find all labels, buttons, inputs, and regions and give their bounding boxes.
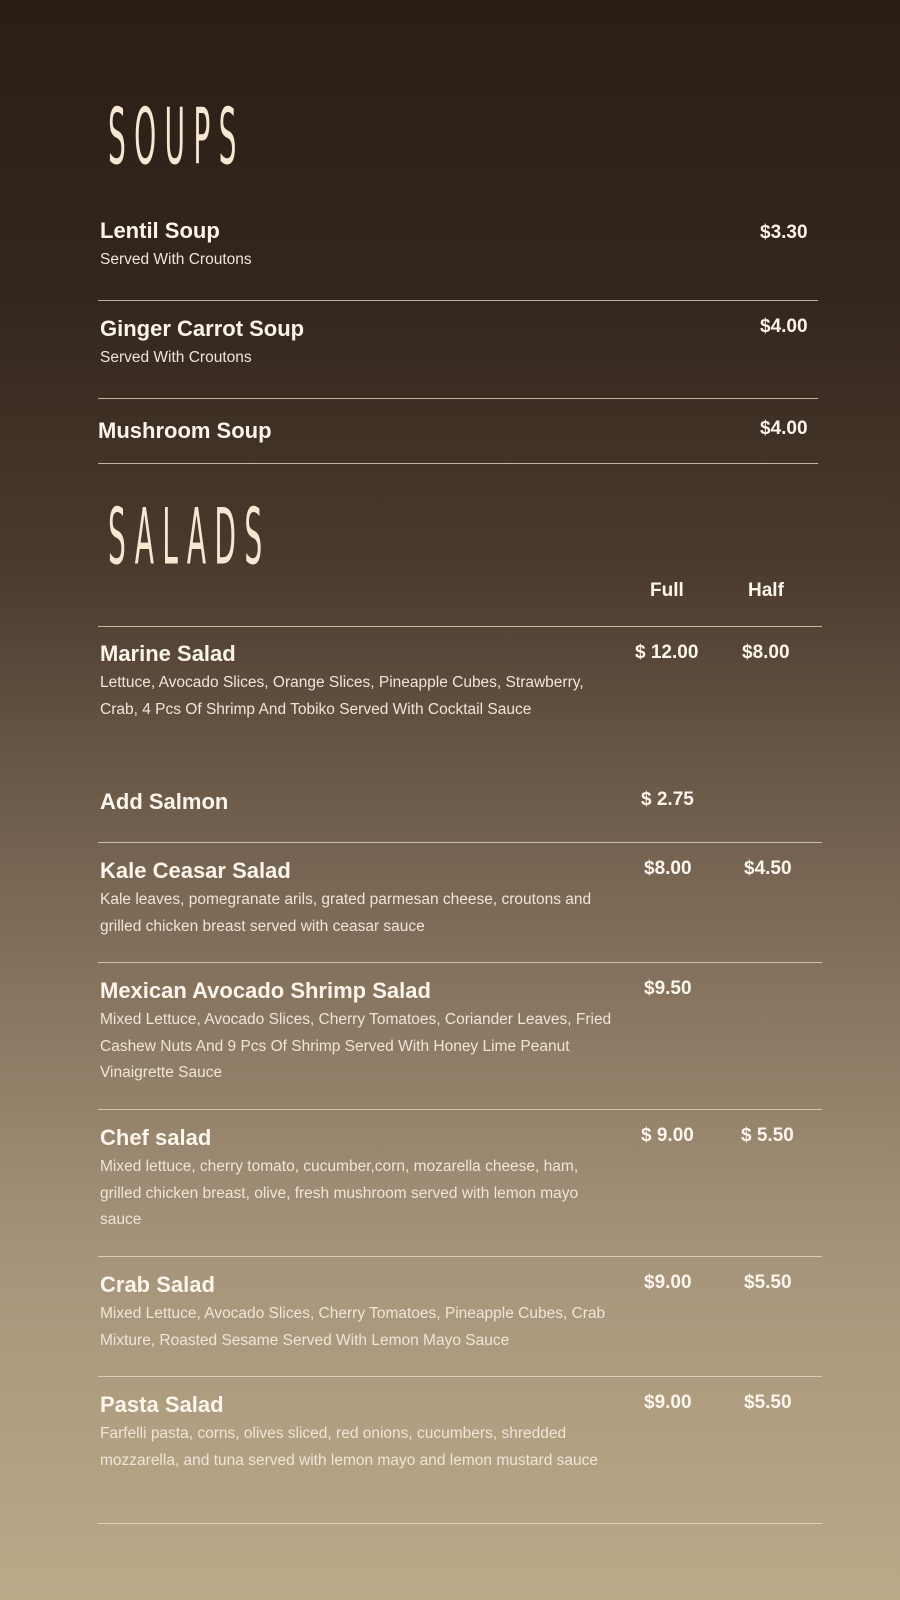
divider (98, 1256, 822, 1257)
menu-item-lentil-soup (100, 218, 620, 274)
menu-item-kale-ceasar-salad (100, 858, 620, 940)
item-description: Kale leaves, pomegranate arils, grated parmesan cheese, croutons and grilled chicken breast served with ceasar sauce (100, 891, 592, 935)
soups-title: SOUPS (108, 92, 245, 183)
menu-item-pasta-salad (100, 1392, 620, 1474)
divider (98, 398, 818, 399)
column-header-half: Half (748, 580, 784, 601)
item-name: Pasta Salad (100, 1392, 224, 1417)
item-name: Crab Salad (100, 1272, 215, 1297)
item-price: $4.00 (760, 316, 808, 337)
divider (98, 300, 818, 301)
item-price-half: $8.00 (742, 642, 790, 663)
item-price-full: $ 2.75 (641, 789, 694, 810)
item-price-half: $5.50 (744, 1392, 792, 1413)
item-description: Mixed Lettuce, Avocado Slices, Cherry Tomatoes, Pineapple Cubes, Crab Mixture, Roasted Sesame Served With Lemon Mayo Sauce (100, 1305, 606, 1349)
item-price-half: $4.50 (744, 858, 792, 879)
item-price-half: $ 5.50 (741, 1125, 794, 1146)
item-description: Mixed lettuce, cherry tomato, cucumber,corn, mozarella cheese, ham, grilled chicken breast, olive, fresh mushroom served with lemon mayo sauce (100, 1158, 579, 1228)
item-price-full: $9.00 (644, 1272, 692, 1293)
item-price-half: $5.50 (744, 1272, 792, 1293)
item-price-full: $9.50 (644, 978, 692, 999)
item-name: Chef salad (100, 1125, 212, 1150)
menu-item-ginger-carrot-soup (100, 316, 620, 372)
item-price-full: $9.00 (644, 1392, 692, 1413)
item-price: $3.30 (760, 222, 808, 243)
divider (98, 463, 818, 464)
item-description: Mixed Lettuce, Avocado Slices, Cherry Tomatoes, Coriander Leaves, Fried Cashew Nuts And 9 Pcs Of Shrimp Served With Honey Lime Peanut Vinaigrette Sauce (100, 1011, 612, 1081)
item-price: $4.00 (760, 418, 808, 439)
item-description: Served With Croutons (100, 251, 252, 268)
menu-item-marine-salad (100, 641, 620, 723)
item-name: Ginger Carrot Soup (100, 316, 305, 341)
item-name: Kale Ceasar Salad (100, 858, 291, 883)
menu-item-crab-salad (100, 1272, 620, 1354)
menu-item-mexican-avocado-shrimp-salad (100, 978, 620, 1087)
item-price-full: $8.00 (644, 858, 692, 879)
divider (98, 962, 822, 963)
item-name: Lentil Soup (100, 218, 220, 243)
item-description: Lettuce, Avocado Slices, Orange Slices, Pineapple Cubes, Strawberry, Crab, 4 Pcs Of Shrimp And Tobiko Served With Cocktail Sauce (100, 674, 584, 718)
divider (98, 1109, 822, 1110)
item-price-full: $ 12.00 (635, 642, 699, 663)
divider (98, 1376, 822, 1377)
divider (98, 842, 822, 843)
item-description: Farfelli pasta, corns, olives sliced, red onions, cucumbers, shredded mozzarella, and tuna served with lemon mayo and lemon mustard sauce (100, 1425, 598, 1469)
item-description: Served With Croutons (100, 349, 252, 366)
divider (98, 1523, 822, 1524)
item-name: Marine Salad (100, 641, 236, 666)
menu-item-chef-salad (100, 1125, 620, 1234)
item-price-full: $ 9.00 (641, 1125, 694, 1146)
salads-title: SALADS (108, 492, 271, 583)
item-name: Mushroom Soup (98, 418, 272, 443)
item-name: Add Salmon (100, 789, 229, 814)
item-name: Mexican Avocado Shrimp Salad (100, 978, 431, 1003)
menu-item-add-salmon (100, 789, 620, 815)
column-header-full: Full (650, 580, 684, 601)
divider (98, 626, 822, 627)
menu-item-mushroom-soup (98, 418, 618, 444)
